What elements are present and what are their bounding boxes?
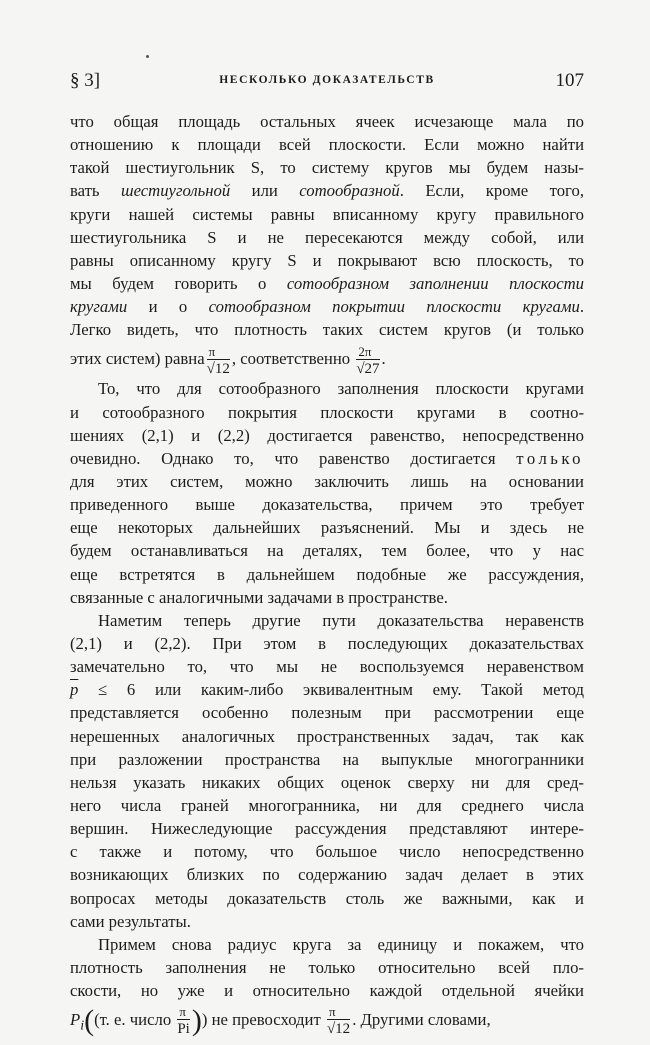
text-line: круги нашей системы равны вписанному кругу правильного <box>70 204 584 224</box>
text-line: что общая площадь остальных ячеек исчезающе мала по <box>70 112 584 131</box>
text-line: сами результаты. <box>70 911 191 931</box>
page-body <box>70 110 584 1038</box>
text-line: шениях (2,1) и (2,2) достигается равенство, непосредственно <box>70 425 584 445</box>
spaced-emphasis: только <box>516 448 584 468</box>
text-line: приведенного выше доказательства, причем это требует <box>70 495 584 515</box>
paragraph-2 <box>70 377 584 608</box>
text-run: и о <box>127 297 209 317</box>
fraction-pi-Pi <box>177 1005 190 1037</box>
fraction-denominator: √12 <box>206 360 230 377</box>
close-paren: ) <box>191 1004 202 1038</box>
running-title: НЕСКОЛЬКО ДОКАЗАТЕЛЬСТВ <box>219 74 435 86</box>
text-line: (2,1) и (2,2). При этом в последующих доказательствах <box>70 633 584 653</box>
paragraph-4 <box>70 933 584 1038</box>
fraction-pi-sqrt12 <box>207 345 230 377</box>
text-run: или <box>230 181 300 201</box>
text-line: связанные с аналогичными задачами в пространстве. <box>70 587 448 607</box>
fraction-denominator: √27 <box>356 360 380 377</box>
italic-term: сотообразной <box>299 181 400 201</box>
text-run: . <box>579 297 585 317</box>
fraction-denominator: √12 <box>326 1021 351 1038</box>
italic-term: сотообразном покрытии плоскости кругами <box>208 297 580 317</box>
text-run: ≤ 6 или каким-либо эквивалентным ему. Такой метод <box>78 680 584 700</box>
subscript-i: i <box>80 1018 85 1034</box>
text-run: очевидно. Однако то, что равенство достигается <box>70 448 517 468</box>
text-line: нерешенных аналогичных пространственных задач, так как <box>70 726 584 746</box>
section-marker: § 3] <box>70 70 101 91</box>
text-line: представляется особенно полезным при рассмотрении еще <box>70 703 584 723</box>
italic-term: кругами <box>70 297 128 317</box>
text-line: плотность заполнения не только относительно всей пло- <box>70 957 584 977</box>
variable-P: P <box>70 1010 81 1030</box>
open-paren: ( <box>84 1004 95 1038</box>
print-speck <box>146 55 149 58</box>
text-line: с также и потому, что большое число непосредственно <box>70 842 584 862</box>
page-number: 107 <box>555 70 584 91</box>
text-line <box>70 179 584 202</box>
text-run: (т. е. число <box>94 1010 176 1030</box>
text-line: вопросах методы доказательств столь же важными, как и <box>70 888 584 908</box>
running-header <box>70 70 584 96</box>
fraction-numerator: π <box>207 345 230 360</box>
variable-p-bar: $\overline{p}$ <box>70 680 79 700</box>
text-line <box>70 447 584 470</box>
text-line <box>70 295 584 318</box>
text-run: . Если, кроме того, <box>399 181 584 201</box>
fraction-numerator: π <box>177 1005 190 1020</box>
text-line: шестиугольника S и не пересекаются между собой, или <box>70 227 584 247</box>
text-line: замечательно то, что мы не воспользуемся неравенством <box>70 657 584 677</box>
italic-term: шестиугольной <box>120 181 231 201</box>
text-line: еще встретятся в дальнейшем подобные же рассуждения, <box>70 564 584 584</box>
text-line: нельзя указать никаких общих оценок сверху ни для сред- <box>70 772 584 792</box>
fraction-numerator: π <box>327 1005 350 1020</box>
text-line: Наметим теперь другие пути доказательства неравенств <box>98 610 584 630</box>
fraction-2pi-sqrt27 <box>356 345 379 377</box>
text-line <box>70 678 584 701</box>
paragraph-1 <box>70 110 584 377</box>
text-line: еще некоторых дальнейших разъяснений. Мы и здесь не <box>70 518 584 538</box>
fraction-numerator: 2π <box>356 345 379 360</box>
text-line: отношению к площади всей плоскости. Если можно найти <box>70 135 584 155</box>
text-line <box>70 272 584 295</box>
text-line: вершин. Нижеследующие рассуждения представляют интере- <box>70 819 584 839</box>
text-line: него числа граней многогранника, ни для среднего числа <box>70 795 584 815</box>
text-line: при разложении пространства на выпуклые многогранники <box>70 749 584 769</box>
text-run: . Другими словами, <box>352 1010 491 1030</box>
text-line: скости, но уже и относительно каждой отдельной ячейки <box>70 981 584 1001</box>
formula-line <box>70 341 584 377</box>
text-run: , соответственно <box>231 349 351 369</box>
text-run: этих систем) равна <box>70 349 205 369</box>
text-line: Примем снова радиус круга за единицу и покажем, что <box>98 934 584 954</box>
text-line: Легко видеть, что плотность таких систем кругов (и только <box>70 320 584 340</box>
text-line: и сотообразного покрытия плоскости кругами в соотно- <box>70 402 584 422</box>
text-line: для этих систем, можно заключить лишь на основании <box>70 471 584 491</box>
text-line: равны описанному кругу S и покрывают всю плоскость, то <box>70 250 584 270</box>
text-line: такой шестиугольник S, то систему кругов мы будем назы- <box>70 158 584 178</box>
text-run: ) не превосходит <box>201 1010 325 1030</box>
text-run: мы будем говорить о <box>70 273 287 293</box>
fraction-pi-sqrt12 <box>327 1005 350 1037</box>
text-line: возникающих близких по содержанию задач делает в этих <box>70 865 584 885</box>
text-line: То, что для сотообразного заполнения плоскости кругами <box>98 379 584 399</box>
text-run: . <box>381 349 386 369</box>
fraction-denominator: Pi <box>177 1021 190 1038</box>
italic-term: сотообразном заполнении плоскости <box>286 273 584 293</box>
text-line: будем останавливаться на деталях, тем более, что у нас <box>70 541 584 561</box>
text-run: вать <box>70 181 121 201</box>
paragraph-3 <box>70 609 584 933</box>
formula-line <box>70 1002 584 1038</box>
